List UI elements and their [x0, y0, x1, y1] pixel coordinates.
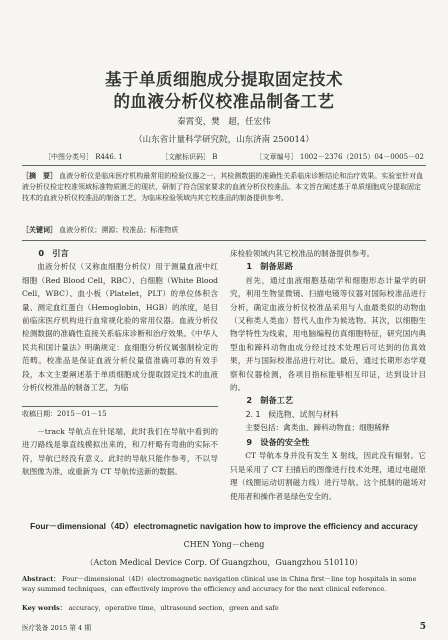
intro-paragraph: 血液分析仪（又称血细胞分析仪）用于测量血液中红细胞（Red Blood Cell，RBC）、白细胞（White Blood Cell，WBC）、血小板（Platelet，PLT）的单位体积含量、测定血红蛋白（Hemoglobin，HGB）的浓度，是目前临床医疗机构进行血常规化验的常用仪器。血液分析仪检测数据的准确性直接关系临床诊断和治疗效果。《中华人民共和国计量法》明确规定：血细胞分析仪属强制检定的范畴。校准品是保证血液分析仪量值准确可靠的有效手段，本文主要阐述基于单质细胞成分提取固定技术的血液分析仪校准品的制备工艺，为临: [22, 262, 218, 393]
english-affiliation: （Acton Medical Device Corp. Of Guangzhou，Guangzhou 510110）: [85, 558, 363, 567]
page-footer: [22, 622, 426, 632]
authors: 秦霄变，樊 超，任宏伟: [177, 117, 271, 127]
right-column-bottom: [230, 436, 426, 503]
english-keywords: [22, 602, 426, 612]
english-keywords-label: Key words：: [22, 604, 67, 612]
journal-issue: 医疗装备 2015 第 4 期: [22, 624, 91, 632]
english-title: Four－dimensional（4D）electromagnetic navigation how to improve the efficiency and accuracy: [30, 521, 418, 531]
article-title-line2: 的血液分析仪校准品制备工艺: [113, 92, 335, 111]
classification-row: [44, 152, 424, 162]
section-9-paragraph: CT 导航本身并没有发生 X 射线，因此没有辐射。它只是采用了 CT 扫描后的图像进行技术处理，通过电磁原理（线圈运动切割磁力线）进行导航。这个抵制的磁场对使用者和操作者是绿色安全的。: [230, 451, 426, 501]
navigation-paragraph: －track 导航点在针尾端，此时我们在导航中看到的进刀路线是靠直线模拟出来的，和刀杆略有弯曲的实际不符，导航已经没有意义。此时的导航只能作参考，不以导航图像为准，或重新为 CT 导航传送新的数据。: [22, 427, 218, 477]
section-heading-1: 1 制备思路: [246, 261, 294, 272]
affiliation: （山东省计量科学研究院，山东济南 250014）: [134, 135, 314, 145]
right-column: [230, 247, 426, 435]
subsection-2-1-paragraph: 主要包括：禽类血、蹄科动物血；细胞稀释: [245, 423, 390, 433]
continued-paragraph: 床检验领域内其它校准品的制备提供参考。: [230, 249, 375, 258]
keywords-text: 血液分析仪；溯源；校准品；标准物质: [59, 226, 179, 234]
subsection-heading-2-1: 2. 1 候选物、试剂与材料: [245, 409, 339, 419]
section-heading-intro: 0 引言: [38, 248, 69, 258]
section-heading-2: 2 制备工艺: [246, 395, 294, 406]
english-abstract-label: Abstract：: [22, 575, 60, 583]
divider-abstract: [22, 240, 426, 241]
received-date: 收稿日期：2015－01－15: [22, 406, 218, 419]
keywords-label: ［关键词］: [22, 225, 57, 234]
english-keywords-text: accuracy，operative time，ultrasound section，green and safe: [68, 604, 279, 612]
section-heading-9: 9 设备的安全性: [246, 437, 310, 447]
page-number: 5: [419, 622, 426, 632]
document-code: ［文献标识码］ B: [161, 153, 218, 161]
divider-top: [22, 165, 426, 166]
abstract-cn: [22, 170, 426, 205]
abstract-text: 血液分析仪是临床医疗机构最常用的检验仪器之一，其检测数据的准确性关系临床诊断结论和治疗效果。实验室针对血液分析仪检定校准领域标准物质匮乏的现状，研制了符合国家要求的血液分析仪校准品。本文旨在阐述基于单质细胞成分提取固定技术的血液分析仪校准品的制备工艺，为临床检验领域内其它校准品的制备提供参考。: [22, 172, 424, 203]
clc-number: ［中图分类号］ R446. 1: [44, 153, 123, 161]
english-author: CHEN Yong－cheng: [183, 540, 265, 549]
article-title-line1: 基于单质细胞成分提取固定技术: [105, 70, 343, 89]
left-column: [22, 247, 218, 394]
abstract-label: ［摘 要］: [22, 171, 57, 180]
keywords-cn: [22, 225, 426, 235]
article-number: ［文章编号］ 1002－2376（2015）04－0005－02: [255, 153, 424, 161]
english-abstract: [22, 574, 426, 595]
section-1-paragraph: 首先，通过血液细胞基础学和细胞形态计量学的研究，利用生物显微镜、扫描电镜等仪器对国际校准品进行分析，确定血液分析仪校准品采用与人血最类似的动物血（又称类人类血）替代人血作为候选物。其次，以细胞生物学特性为线索，用电脑编程仿真细胞特征，研究国内典型血和蹄科动物血成分经过技术处理后可达到的仿真效果，并与国际校准品进行对比。最后，通过长期形态学观察和仪器检测，各项目指标能够相互印证，达到设计目的。: [230, 275, 426, 393]
english-abstract-text: Four－dimensional（4D）electromagnetic navigation clinical use in China first－line top hospitals in some way summed techniques，can effectively improve the efficiency and accuracy for the next clinical reference.: [22, 575, 417, 594]
left-column-bottom: [22, 425, 218, 479]
